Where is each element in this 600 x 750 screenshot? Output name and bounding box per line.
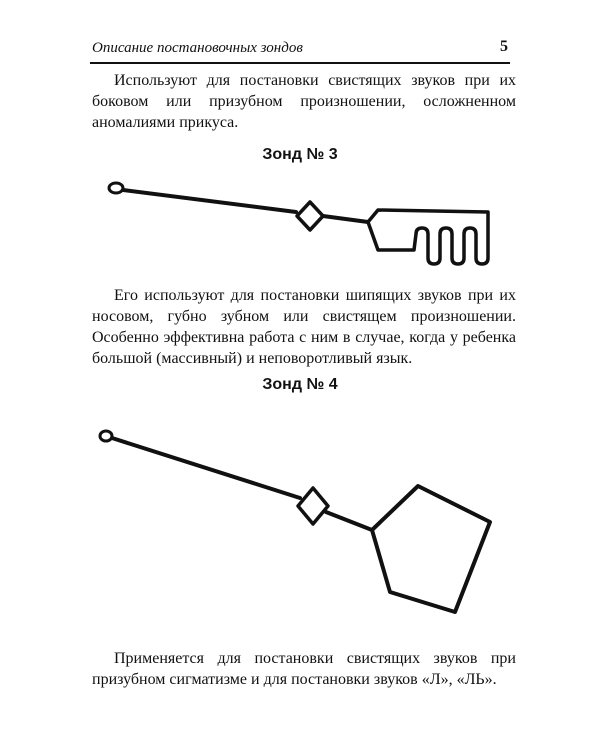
page-number: 5 <box>500 38 508 55</box>
paragraph-text: Его используют для постановки шипящих звуков при их носовом, губно зубном или свистящем произношении. Особенно эффективна работа с ним в случае, когда у ребенка большой (массивный) и неповоротливый язык. <box>92 287 516 367</box>
paragraph-probe-2-usage <box>92 70 516 133</box>
paragraph-text: Используют для постановки свистящих звуков при их боковом или призубном произношении, осложненном аномалиями прикуса. <box>92 72 516 131</box>
probe-4-icon <box>0 420 600 620</box>
paragraph-probe-4-usage <box>92 648 516 690</box>
paragraph-text: Применяется для постановки свистящих звуков при призубном сигматизме и для постановки звуков «Л», «ЛЬ». <box>92 650 516 688</box>
probe-3-heading: Зонд № 3 <box>262 146 338 163</box>
paragraph-probe-3-usage <box>92 285 516 369</box>
running-header <box>90 38 510 64</box>
probe-4-heading: Зонд № 4 <box>262 376 338 393</box>
header-title: Описание постановочных зондов <box>92 40 303 56</box>
probe-3-icon <box>0 172 600 272</box>
